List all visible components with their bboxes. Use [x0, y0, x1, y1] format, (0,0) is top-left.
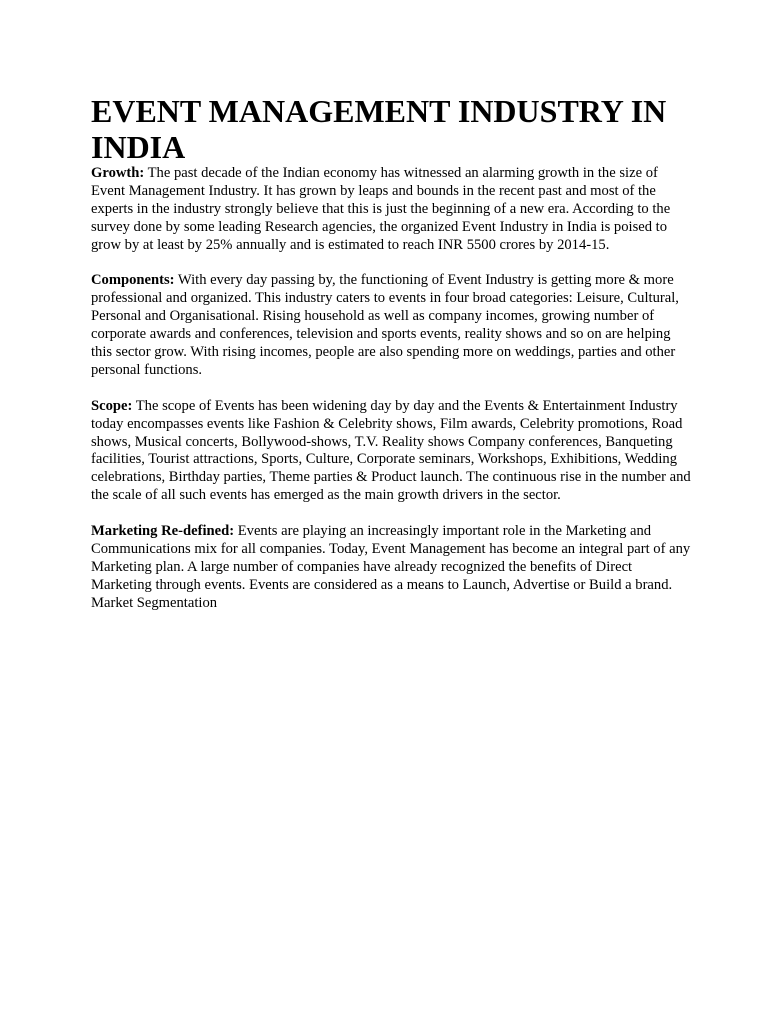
- section-components: [91, 272, 691, 379]
- section-heading-scope: Scope:: [91, 397, 133, 414]
- section-growth: [91, 165, 691, 255]
- document-title: EVENT MANAGEMENT INDUSTRY IN INDIA: [91, 93, 667, 165]
- market-segmentation-line: Market Segmentation: [91, 594, 218, 611]
- section-heading-marketing: Marketing Re-defined:: [91, 523, 235, 540]
- section-heading-components: Components:: [91, 272, 175, 289]
- section-body-scope: The scope of Events has been widening day by day and the Events & Entertainment Industry today encompasses events like Fashion & Celebrity shows, Film awards, Celebrity promotions, Road shows, Musical concerts, Bollywood-shows, T.V. Reality shows Company conferences, Banqueting facilities, Tourist attractions, Sports, Culture, Corporate seminars, Workshops, Exhibitions, Wedding celebrations, Birthday parties, Theme parties & Product launch. The continuous rise in the number and the scale of all such events has emerged as the main growth drivers in the sector.: [91, 397, 691, 504]
- section-body-components: With every day passing by, the functioning of Event Industry is getting more & more professional and organized. This industry caters to events in four broad categories: Leisure, Cultural, Personal and Organisational. Rising household as well as company incomes, growing number of corporate awards and conferences, television and sports events, reality shows and so on are helping this sector grow. With rising incomes, people are also spending more on weddings, parties and other personal functions.: [91, 272, 679, 378]
- section-scope: [91, 398, 691, 505]
- section-body-marketing: Events are playing an increasingly important role in the Marketing and Communications mix for all companies. Today, Event Management has become an integral part of any Marketing plan. A large number of companies have already recognized the benefits of Direct Marketing through events. Events are considered as a means to Launch, Advertise or Build a brand.: [91, 523, 691, 593]
- section-body-growth: The past decade of the Indian economy has witnessed an alarming growth in the size of Event Management Industry. It has grown by leaps and bounds in the recent past and most of the experts in the industry strongly believe that this is just the beginning of a new era. According to the survey done by some leading Research agencies, the organized Event Industry in India is poised to grow by at least by 25% annually and is estimated to reach INR 5500 crores by 2014-15.: [91, 165, 671, 253]
- section-heading-growth: Growth:: [91, 165, 145, 181]
- section-marketing: [91, 523, 691, 595]
- document-page: [91, 93, 691, 613]
